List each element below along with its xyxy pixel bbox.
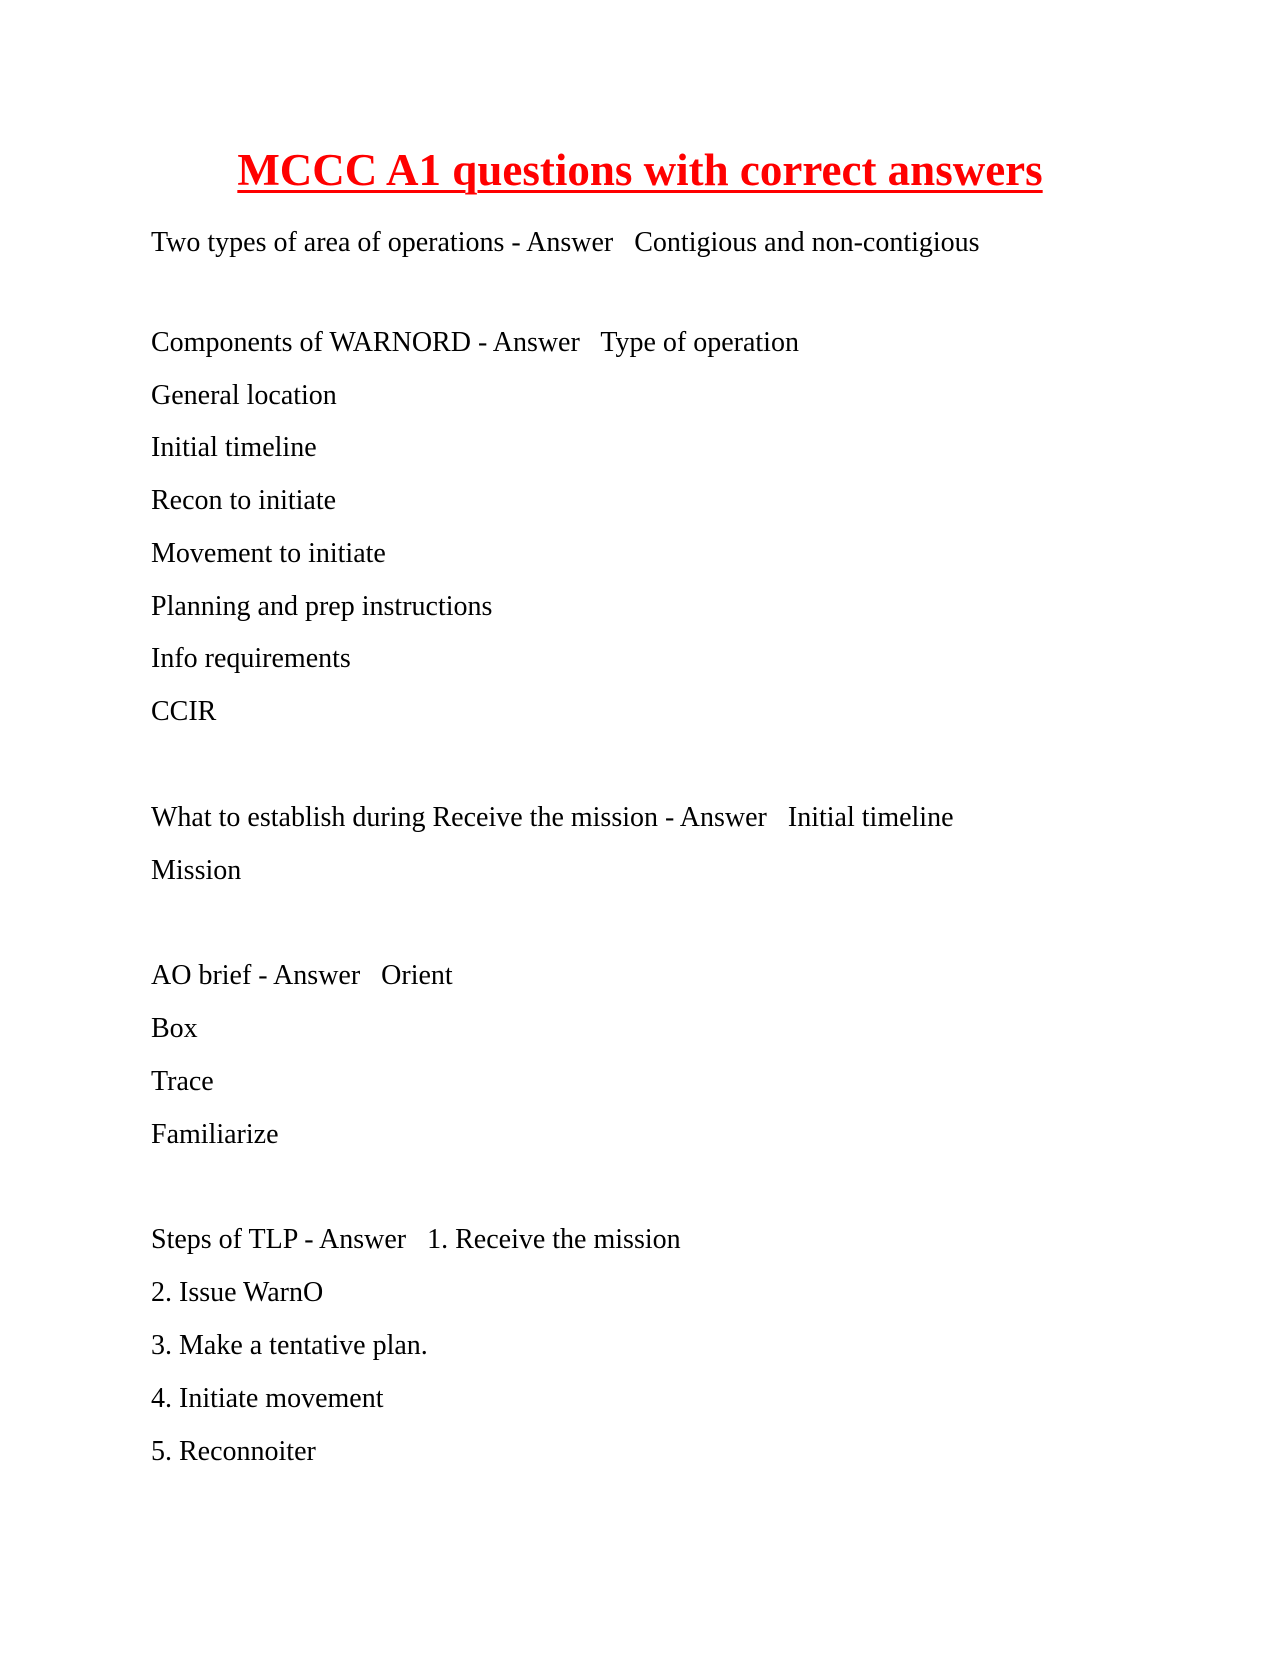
question-text: Two types of area of operations [151, 227, 505, 258]
answer-line: Planning and prep instructions [151, 591, 493, 622]
answer-text: Type of operation [600, 327, 799, 358]
document-title: MCCC A1 questions with correct answers [237, 145, 1043, 195]
answer-text: Orient [381, 960, 453, 991]
answer-line: Trace [151, 1066, 214, 1097]
answer-separator: - Answer [504, 227, 635, 258]
entry-1-question-line [151, 229, 980, 257]
entry-4-question-line [151, 962, 453, 990]
answer-line: Initial timeline [151, 432, 317, 463]
answer-line: 5. Reconnoiter [151, 1436, 316, 1467]
answer-line: Recon to initiate [151, 485, 337, 516]
answer-line: 3. Make a tentative plan. [151, 1330, 428, 1361]
answer-line: Mission [151, 855, 242, 886]
answer-text: 1. Receive the mission [427, 1224, 681, 1255]
answer-line: 2. Issue WarnO [151, 1277, 324, 1308]
answer-line: General location [151, 380, 337, 411]
answer-separator: - Answer [251, 960, 382, 991]
answer-line: Movement to initiate [151, 538, 386, 569]
answer-separator: - Answer [658, 802, 788, 833]
entry-5-question-line [151, 1226, 681, 1254]
answer-line: Info requirements [151, 643, 351, 674]
answer-line: 4. Initiate movement [151, 1383, 384, 1414]
answer-text: Initial timeline [787, 802, 954, 833]
entry-2-question-line [151, 329, 799, 357]
question-text: AO brief [151, 960, 252, 991]
answer-separator: - Answer [470, 327, 601, 358]
answer-separator: - Answer [297, 1224, 428, 1255]
answer-line: Box [151, 1013, 198, 1044]
answer-line: CCIR [151, 696, 217, 727]
question-text: What to establish during Receive the mission [151, 802, 659, 833]
entry-3-question-line [151, 804, 954, 832]
question-text: Components of WARNORD [151, 327, 471, 358]
question-text: Steps of TLP [151, 1224, 298, 1255]
answer-line: Familiarize [151, 1119, 279, 1150]
answer-text: Contigious and non-contigious [634, 227, 980, 258]
